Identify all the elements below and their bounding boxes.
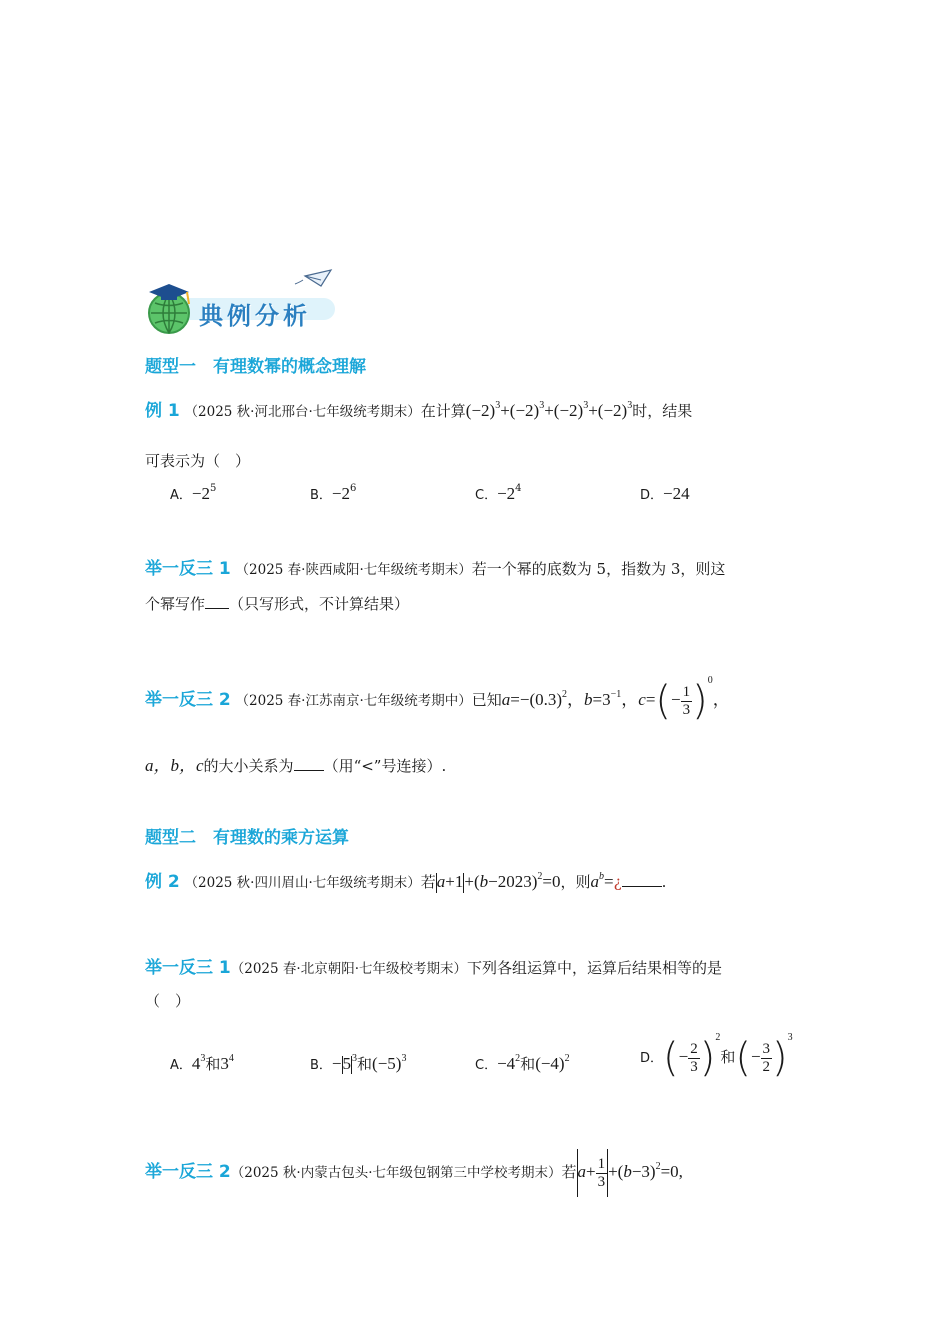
option-and: 和 (520, 1055, 536, 1073)
option-c-base: −2 (497, 484, 516, 503)
practice-2-2 (145, 1142, 825, 1203)
practice-1-1-label: 举一反三 1 (145, 559, 231, 579)
example-1 (145, 398, 815, 425)
example-2-q: ¿ (613, 873, 622, 891)
option-label: D． (640, 488, 664, 503)
option-c-expr-2: $(-4)^2$ (535, 1053, 570, 1073)
practice-1-1 (145, 556, 815, 583)
answer-blank[interactable] (294, 770, 324, 771)
example-1-source: （2025 秋·河北邢台·七年级统考期末） (184, 404, 421, 420)
practice-2-2-expr: a+ $\frac{1}{3}$ $+(b-3)^2=0$, (577, 1162, 683, 1181)
practice-2-1-text: 下列各组运算中，运算后结果相等的是 (466, 959, 722, 977)
option-c-expr-1: $-4^2$ (497, 1053, 521, 1073)
practice-1-2-line2 (145, 751, 446, 776)
example-1-option-b[interactable] (310, 484, 356, 504)
answer-blank[interactable] (205, 608, 229, 609)
option-a-exp: 5 (210, 483, 217, 494)
section-header-title: 典例分析 (199, 302, 311, 330)
example-1-option-d[interactable] (640, 484, 690, 504)
example-1-text-after: 时，结果 (632, 402, 693, 420)
option-label: A． (170, 488, 192, 503)
practice-2-1-label: 举一反三 1 (145, 958, 231, 978)
section-title-2: 题型二 有理数的乘方运算 (145, 828, 349, 848)
practice-2-1-option-a[interactable] (170, 1053, 234, 1074)
example-2-text-mid: ，则 (560, 873, 591, 891)
option-d-base: −24 (663, 484, 690, 503)
option-label: D． (640, 1051, 664, 1066)
practice-1-2-text-before: 已知 (471, 691, 502, 709)
option-a-base: −2 (191, 484, 210, 503)
example-2-end: . (661, 873, 667, 891)
practice-1-1-line2-after: （只写形式，不计算结果） (229, 595, 410, 613)
example-2 (145, 868, 815, 897)
example-1-text-before: 在计算 (420, 402, 466, 420)
option-and: 和 (357, 1055, 373, 1073)
example-1-label: 例 1 (145, 401, 180, 421)
option-label: C． (475, 488, 498, 503)
option-label: B． (310, 488, 332, 503)
practice-1-2-line2-before: 的大小关系为 (203, 757, 294, 775)
option-d-expr-1: (− $\frac{2}{3}$ )$^2$ (663, 1032, 721, 1082)
option-b-expr-2: $(-5)^3$ (372, 1053, 407, 1073)
answer-blank[interactable] (622, 886, 662, 887)
practice-2-2-label: 举一反三 2 (145, 1162, 231, 1182)
practice-2-2-source: （2025 秋·内蒙古包头·七年级包钢第三中学校考期末） (230, 1165, 562, 1181)
practice-1-2-source: （2025 春·江苏南京·七年级统考期中） (235, 693, 472, 709)
practice-1-2-vars: a，b，c (145, 756, 204, 775)
practice-1-2 (145, 670, 815, 731)
section-header-badge (145, 268, 345, 338)
example-1-option-c[interactable] (475, 484, 522, 504)
practice-2-1-option-b[interactable] (310, 1053, 406, 1074)
example-2-ab: $a^b=$ (590, 871, 614, 891)
option-label: C． (475, 1058, 498, 1073)
section-title-1: 题型一 有理数幂的概念理解 (145, 357, 366, 377)
option-label: B． (310, 1058, 332, 1073)
practice-2-1-source: （2025 春·北京朝阳·七年级校考期末） (230, 961, 467, 977)
option-d-expr-2: (− $\frac{3}{2}$ )$^3$ (735, 1032, 793, 1082)
option-b-exp: 6 (350, 483, 357, 494)
example-2-source: （2025 秋·四川眉山·七年级统考期末） (184, 875, 421, 891)
example-2-label: 例 2 (145, 872, 180, 892)
practice-2-1-option-d[interactable] (640, 1032, 793, 1082)
option-a-expr-2: $3^4$ (220, 1053, 234, 1073)
option-c-exp: 4 (515, 483, 522, 494)
option-and: 和 (205, 1055, 221, 1073)
option-and: 和 (720, 1048, 736, 1066)
example-2-expr: $a+1+(b-2023)^2=0$ (436, 872, 561, 891)
option-b-expr-1: $-5^3$ (331, 1053, 358, 1073)
practice-1-2-label: 举一反三 2 (145, 690, 231, 710)
practice-2-1-option-c[interactable] (475, 1053, 570, 1074)
practice-2-1-line2: （ ） (145, 992, 191, 1010)
example-1-line2: 可表示为（ ） (145, 452, 251, 470)
practice-1-1-text: 若一个幂的底数为 5，指数为 3，则这 (471, 560, 726, 578)
example-1-option-a[interactable] (170, 484, 216, 504)
example-2-text-before: 若 (420, 873, 436, 891)
practice-2-2-text-before: 若 (561, 1163, 577, 1181)
practice-1-2-expr-a: $a=-(0.3)^2$，$b=3^{-1}$，c=(− $\frac{1}{3}$ )$^0$， (501, 675, 730, 725)
practice-1-1-line2 (145, 593, 409, 614)
practice-1-2-line2-after: （用“<”号连接）. (323, 757, 447, 775)
practice-2-1 (145, 955, 815, 982)
practice-1-1-line2-before: 个幂写作 (145, 595, 206, 613)
option-b-base: −2 (331, 484, 351, 503)
practice-1-1-source: （2025 春·陕西咸阳·七年级统考期末） (235, 562, 472, 578)
option-label: A． (170, 1058, 192, 1073)
option-a-expr-1: $4^3$ (191, 1053, 206, 1073)
example-1-expression: $(-2)^3+(-2)^3+(-2)^3+(-2)^3$ (465, 400, 633, 420)
